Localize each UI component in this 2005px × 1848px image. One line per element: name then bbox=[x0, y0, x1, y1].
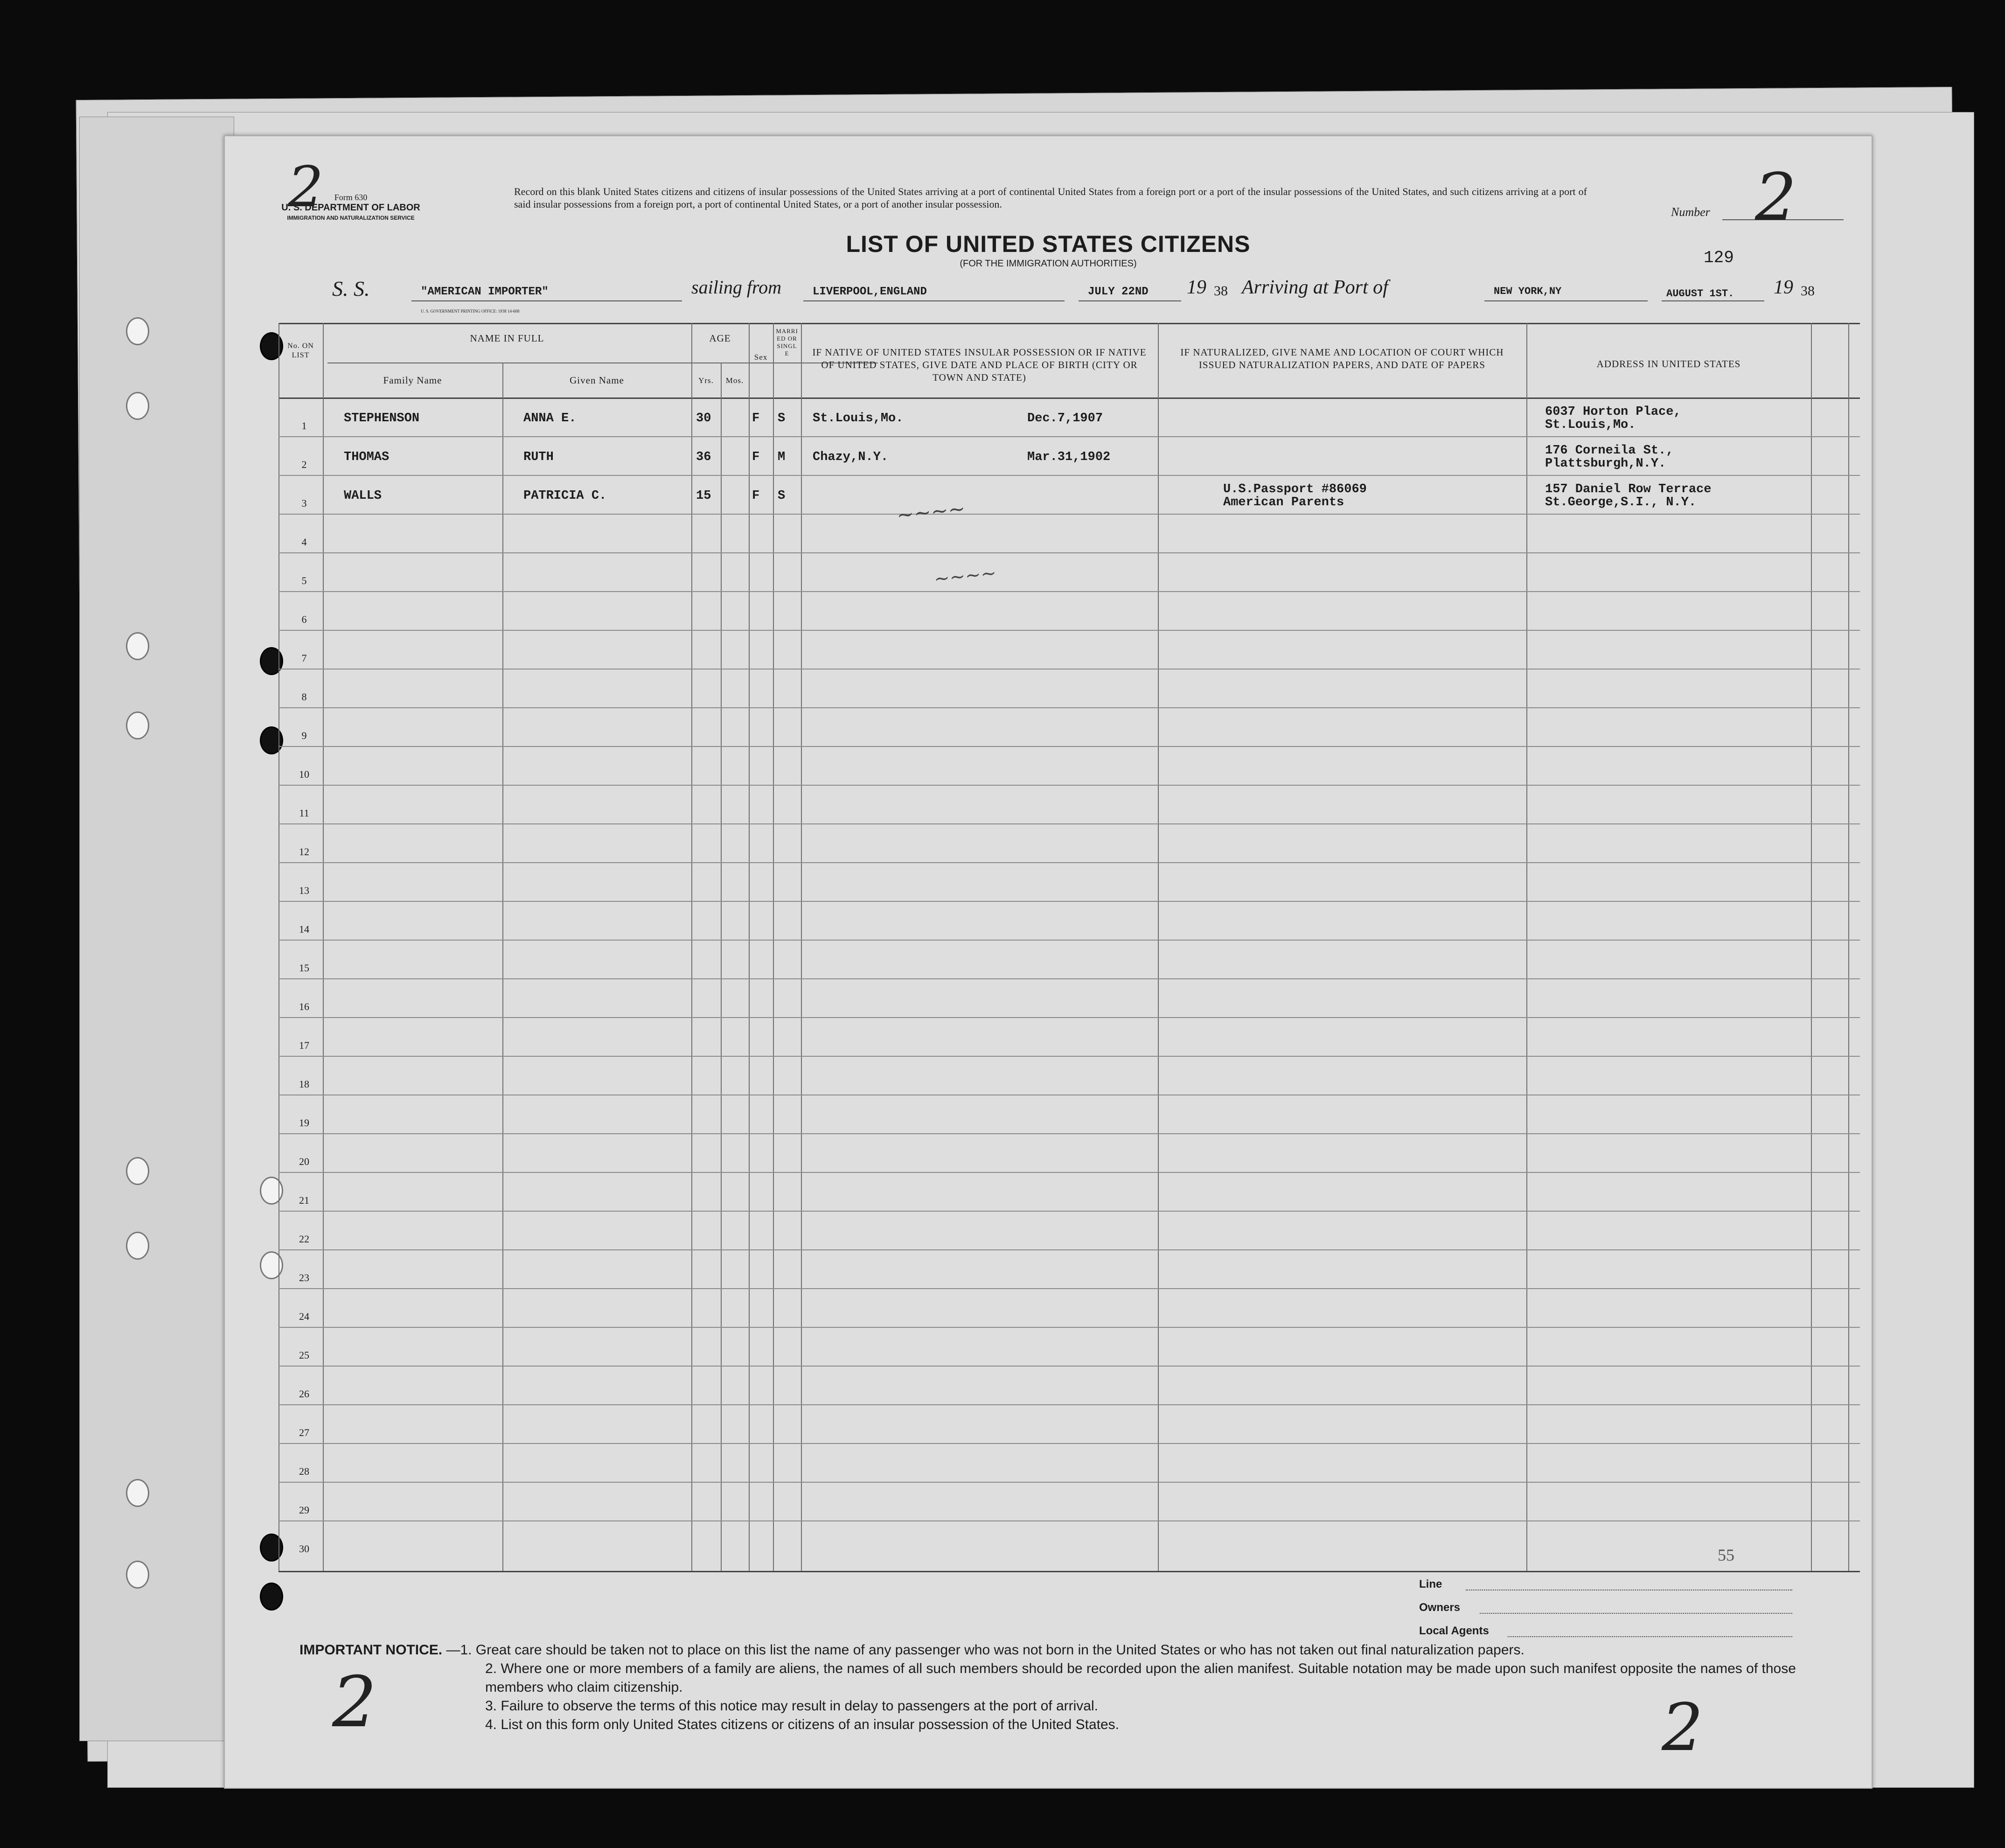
underline bbox=[1508, 1636, 1792, 1637]
age-years-cell: 15 bbox=[696, 489, 711, 503]
row-number: 23 bbox=[299, 1272, 309, 1283]
handwritten-bottom-right-mark: 2 bbox=[1662, 1690, 1704, 1766]
table-row-line bbox=[278, 1211, 1860, 1212]
table-bottom-border bbox=[278, 1571, 1860, 1572]
table-row-line bbox=[278, 901, 1860, 902]
marital-status-cell: M bbox=[778, 450, 786, 464]
signature-line-label: Line bbox=[1419, 1578, 1442, 1590]
birthplace-cell: Chazy,N.Y. bbox=[813, 450, 889, 464]
address-line-cell: 157 Daniel Row Terrace bbox=[1545, 482, 1712, 496]
binder-hole bbox=[126, 711, 149, 739]
page-number: 129 bbox=[1704, 248, 1734, 267]
row-number: 16 bbox=[299, 1001, 309, 1012]
underline bbox=[1480, 1613, 1792, 1614]
row-number: 25 bbox=[299, 1349, 309, 1361]
marital-status-cell: S bbox=[778, 489, 786, 503]
table-row-line bbox=[278, 1366, 1860, 1367]
printing-office-note: U. S. GOVERNMENT PRINTING OFFICE: 1938 14-608 bbox=[421, 309, 520, 314]
address-line-cell: Plattsburgh,N.Y. bbox=[1545, 457, 1666, 471]
notice-item-1: —1. Great care should be taken not to place on this list the name of any passenger who was not born in the United States or who has not taken out final naturalization papers. bbox=[446, 1642, 1525, 1658]
birth-date-cell: Mar.31,1902 bbox=[1027, 450, 1111, 464]
arrival-year-prefix: 19 bbox=[1774, 277, 1793, 298]
underline bbox=[1484, 300, 1648, 301]
row-number: 13 bbox=[299, 885, 309, 896]
col-line bbox=[691, 323, 692, 1571]
header-bottom-border bbox=[278, 397, 1860, 399]
row-number: 3 bbox=[301, 497, 307, 509]
col-line bbox=[1158, 323, 1159, 1571]
table-row-line bbox=[278, 1443, 1860, 1444]
underline bbox=[411, 300, 682, 301]
table-row-line bbox=[278, 978, 1860, 979]
underline bbox=[1662, 300, 1764, 301]
family-name-cell: THOMAS bbox=[344, 450, 390, 464]
given-name-cell: RUTH bbox=[523, 450, 554, 464]
binder-hole bbox=[126, 1232, 149, 1260]
col-header-name-in-full: NAME IN FULL bbox=[470, 333, 544, 344]
table-row-line bbox=[278, 1482, 1860, 1483]
row-number: 5 bbox=[301, 575, 307, 586]
table-row-line bbox=[278, 940, 1860, 941]
row-number: 20 bbox=[299, 1156, 309, 1167]
table-row-line bbox=[278, 1056, 1860, 1057]
underline bbox=[1079, 300, 1181, 301]
sex-cell: F bbox=[752, 450, 760, 464]
col-header-family-name: Family Name bbox=[383, 375, 442, 386]
address-line-cell: St.George,S.I., N.Y. bbox=[1545, 495, 1697, 509]
row-number: 4 bbox=[301, 536, 307, 548]
binder-hole bbox=[126, 1479, 149, 1507]
birthplace-cell: St.Louis,Mo. bbox=[813, 411, 904, 425]
sail-year-prefix: 19 bbox=[1187, 277, 1206, 298]
col-header-given-name: Given Name bbox=[570, 375, 624, 386]
age-years-cell: 30 bbox=[696, 411, 711, 425]
page-title: LIST OF UNITED STATES CITIZENS bbox=[846, 231, 1251, 257]
sex-cell: F bbox=[752, 411, 760, 425]
birth-date-cell: Dec.7,1907 bbox=[1027, 411, 1103, 425]
row-number: 8 bbox=[301, 691, 307, 703]
stamp-number: 55 bbox=[1718, 1546, 1734, 1564]
row-number: 11 bbox=[299, 807, 309, 819]
family-name-cell: STEPHENSON bbox=[344, 411, 420, 425]
row-number: 10 bbox=[299, 768, 309, 780]
address-line-cell: 6037 Horton Place, bbox=[1545, 405, 1681, 419]
col-line bbox=[1848, 323, 1849, 1571]
row-number: 24 bbox=[299, 1311, 309, 1322]
row-number: 12 bbox=[299, 846, 309, 858]
table-row-line bbox=[278, 1327, 1860, 1328]
col-line bbox=[502, 363, 503, 1571]
table-row-line bbox=[278, 746, 1860, 747]
col-header-age: AGE bbox=[709, 333, 731, 344]
col-line bbox=[749, 323, 750, 1571]
left-binding-sheet bbox=[79, 117, 234, 1741]
binder-hole bbox=[260, 1251, 283, 1279]
notice-item-3: 3. Failure to observe the terms of this notice may result in delay to passengers at the port of arrival. bbox=[485, 1698, 1098, 1714]
address-line-cell: St.Louis,Mo. bbox=[1545, 418, 1636, 432]
ss-label: S. S. bbox=[332, 277, 370, 300]
col-header-address: ADDRESS IN UNITED STATES bbox=[1596, 358, 1741, 370]
form-number: Form 630 bbox=[334, 193, 368, 202]
col-line bbox=[721, 363, 722, 1571]
binder-hole bbox=[126, 392, 149, 420]
col-header-native: IF NATIVE OF UNITED STATES INSULAR POSSESSION OR IF NATIVE OF UNITED STATES, GIVE DATE AND PLACE OF BIRTH (CITY OR TOWN AND STATE) bbox=[812, 347, 1147, 383]
binder-hole bbox=[126, 1561, 149, 1589]
notice-item-2: 2. Where one or more members of a family are aliens, the names of all such members should be recorded upon the alien manifest. Suitable notation may be made upon such manifest opposite the names of those members who claim citizenship. bbox=[485, 1661, 1796, 1695]
sailing-from: LIVERPOOL,ENGLAND bbox=[813, 286, 927, 298]
table-row-line bbox=[278, 1249, 1860, 1250]
binder-hole bbox=[260, 1177, 283, 1205]
ship-name: "AMERICAN IMPORTER" bbox=[421, 286, 549, 298]
col-line bbox=[1526, 323, 1527, 1571]
sex-cell: F bbox=[752, 489, 760, 503]
binder-hole bbox=[126, 632, 149, 660]
naturalization-cell: American Parents bbox=[1223, 495, 1344, 509]
department-name: U. S. DEPARTMENT OF LABOR bbox=[281, 202, 420, 213]
binder-hole bbox=[126, 1157, 149, 1185]
row-number: 21 bbox=[299, 1194, 309, 1206]
owners-line-label: Owners bbox=[1419, 1601, 1461, 1614]
binder-hole bbox=[260, 1534, 283, 1562]
row-number: 2 bbox=[301, 459, 307, 470]
row-number: 17 bbox=[299, 1039, 309, 1051]
number-label: Number bbox=[1671, 205, 1710, 219]
notice-heading: IMPORTANT NOTICE. bbox=[299, 1642, 443, 1658]
col-header-mos: Mos. bbox=[725, 376, 744, 385]
row-number: 18 bbox=[299, 1078, 309, 1090]
table-row-line bbox=[278, 1017, 1860, 1018]
table-row-line bbox=[278, 591, 1860, 592]
table-top-border bbox=[278, 323, 1860, 324]
col-line bbox=[323, 323, 324, 1571]
given-name-cell: PATRICIA C. bbox=[523, 489, 607, 503]
important-notice bbox=[299, 1641, 1816, 1734]
arrival-year: 38 bbox=[1801, 283, 1815, 299]
row-number: 30 bbox=[299, 1543, 309, 1555]
row-number: 29 bbox=[299, 1504, 309, 1516]
table-row-line bbox=[278, 630, 1860, 631]
sail-date: JULY 22ND bbox=[1088, 286, 1149, 298]
col-header-sex: Sex bbox=[754, 353, 768, 362]
col-header-no: No. ON LIST bbox=[287, 342, 314, 359]
underline bbox=[803, 300, 1065, 301]
row-number: 7 bbox=[301, 652, 307, 664]
page-subtitle: (FOR THE IMMIGRATION AUTHORITIES) bbox=[960, 258, 1137, 269]
handwritten-number: 2 bbox=[1755, 160, 1797, 236]
sailing-label: sailing from bbox=[691, 277, 781, 298]
binder-hole bbox=[126, 317, 149, 345]
col-header-married: MARRIED OR SINGLE bbox=[776, 328, 798, 357]
col-line bbox=[278, 323, 279, 1571]
table-row-line bbox=[278, 1520, 1860, 1521]
table-row-line bbox=[278, 1172, 1860, 1173]
sail-year: 38 bbox=[1214, 283, 1228, 299]
address-line-cell: 176 Corneila St., bbox=[1545, 444, 1674, 458]
col-header-naturalized: IF NATURALIZED, GIVE NAME AND LOCATION OF COURT WHICH ISSUED NATURALIZATION PAPERS, AND DATE OF PAPERS bbox=[1180, 347, 1504, 370]
table-row-line bbox=[278, 1288, 1860, 1289]
row-number: 15 bbox=[299, 962, 309, 974]
row-number: 14 bbox=[299, 923, 309, 935]
binder-hole bbox=[260, 726, 283, 754]
handwritten-corner-mark: 2 bbox=[288, 155, 324, 220]
agents-line-label: Local Agents bbox=[1419, 1625, 1489, 1637]
table-row-line bbox=[278, 475, 1860, 476]
table-row-line bbox=[278, 1404, 1860, 1405]
row-number: 9 bbox=[301, 730, 307, 741]
row-number: 26 bbox=[299, 1388, 309, 1400]
row-number: 27 bbox=[299, 1427, 309, 1438]
row-number: 22 bbox=[299, 1233, 309, 1245]
arrival-port: NEW YORK,NY bbox=[1494, 286, 1562, 297]
binder-hole bbox=[260, 1583, 283, 1611]
notice-item-4: 4. List on this form only United States citizens or citizens of an insular possession of the United States. bbox=[485, 1717, 1120, 1732]
table-row-line bbox=[278, 707, 1860, 708]
table-row-line bbox=[278, 514, 1860, 515]
col-line bbox=[1811, 323, 1812, 1571]
table-row-line bbox=[278, 552, 1860, 553]
marital-status-cell: S bbox=[778, 411, 786, 425]
family-name-cell: WALLS bbox=[344, 489, 382, 503]
binder-hole bbox=[260, 647, 283, 675]
form-instructions: Record on this blank United States citizens and citizens of insular possessions of the United States arriving at a port of continental United States from a foreign port or a port of the insular possessions of the United States, and such citizens arriving at a port of said insular possessions from a foreign port, a port of continental United States, or a port of another insular possession. bbox=[514, 186, 1587, 210]
table-row-line bbox=[278, 436, 1860, 437]
col-line bbox=[801, 323, 802, 1571]
given-name-cell: ANNA E. bbox=[523, 411, 577, 425]
arriving-label: Arriving at Port of bbox=[1242, 277, 1388, 298]
citizen-list-form bbox=[224, 135, 1873, 1789]
table-row-line bbox=[278, 785, 1860, 786]
row-number: 28 bbox=[299, 1465, 309, 1477]
table-row-line bbox=[278, 862, 1860, 863]
col-line bbox=[773, 323, 774, 1571]
naturalization-cell: U.S.Passport #86069 bbox=[1223, 482, 1367, 496]
service-name: IMMIGRATION AND NATURALIZATION SERVICE bbox=[287, 215, 415, 221]
arrival-date: AUGUST 1ST. bbox=[1666, 288, 1734, 300]
col-header-yrs: Yrs. bbox=[698, 376, 714, 385]
row-number: 19 bbox=[299, 1117, 309, 1129]
handwritten-bottom-left-mark: 2 bbox=[332, 1662, 377, 1743]
table-row-line bbox=[278, 823, 1860, 824]
handwritten-note: ~~~~ bbox=[933, 562, 998, 590]
handwritten-note: ~~~~ bbox=[895, 496, 967, 528]
row-number: 1 bbox=[301, 420, 307, 432]
age-years-cell: 36 bbox=[696, 450, 711, 464]
table-row-line bbox=[278, 1133, 1860, 1134]
row-number: 6 bbox=[301, 614, 307, 625]
